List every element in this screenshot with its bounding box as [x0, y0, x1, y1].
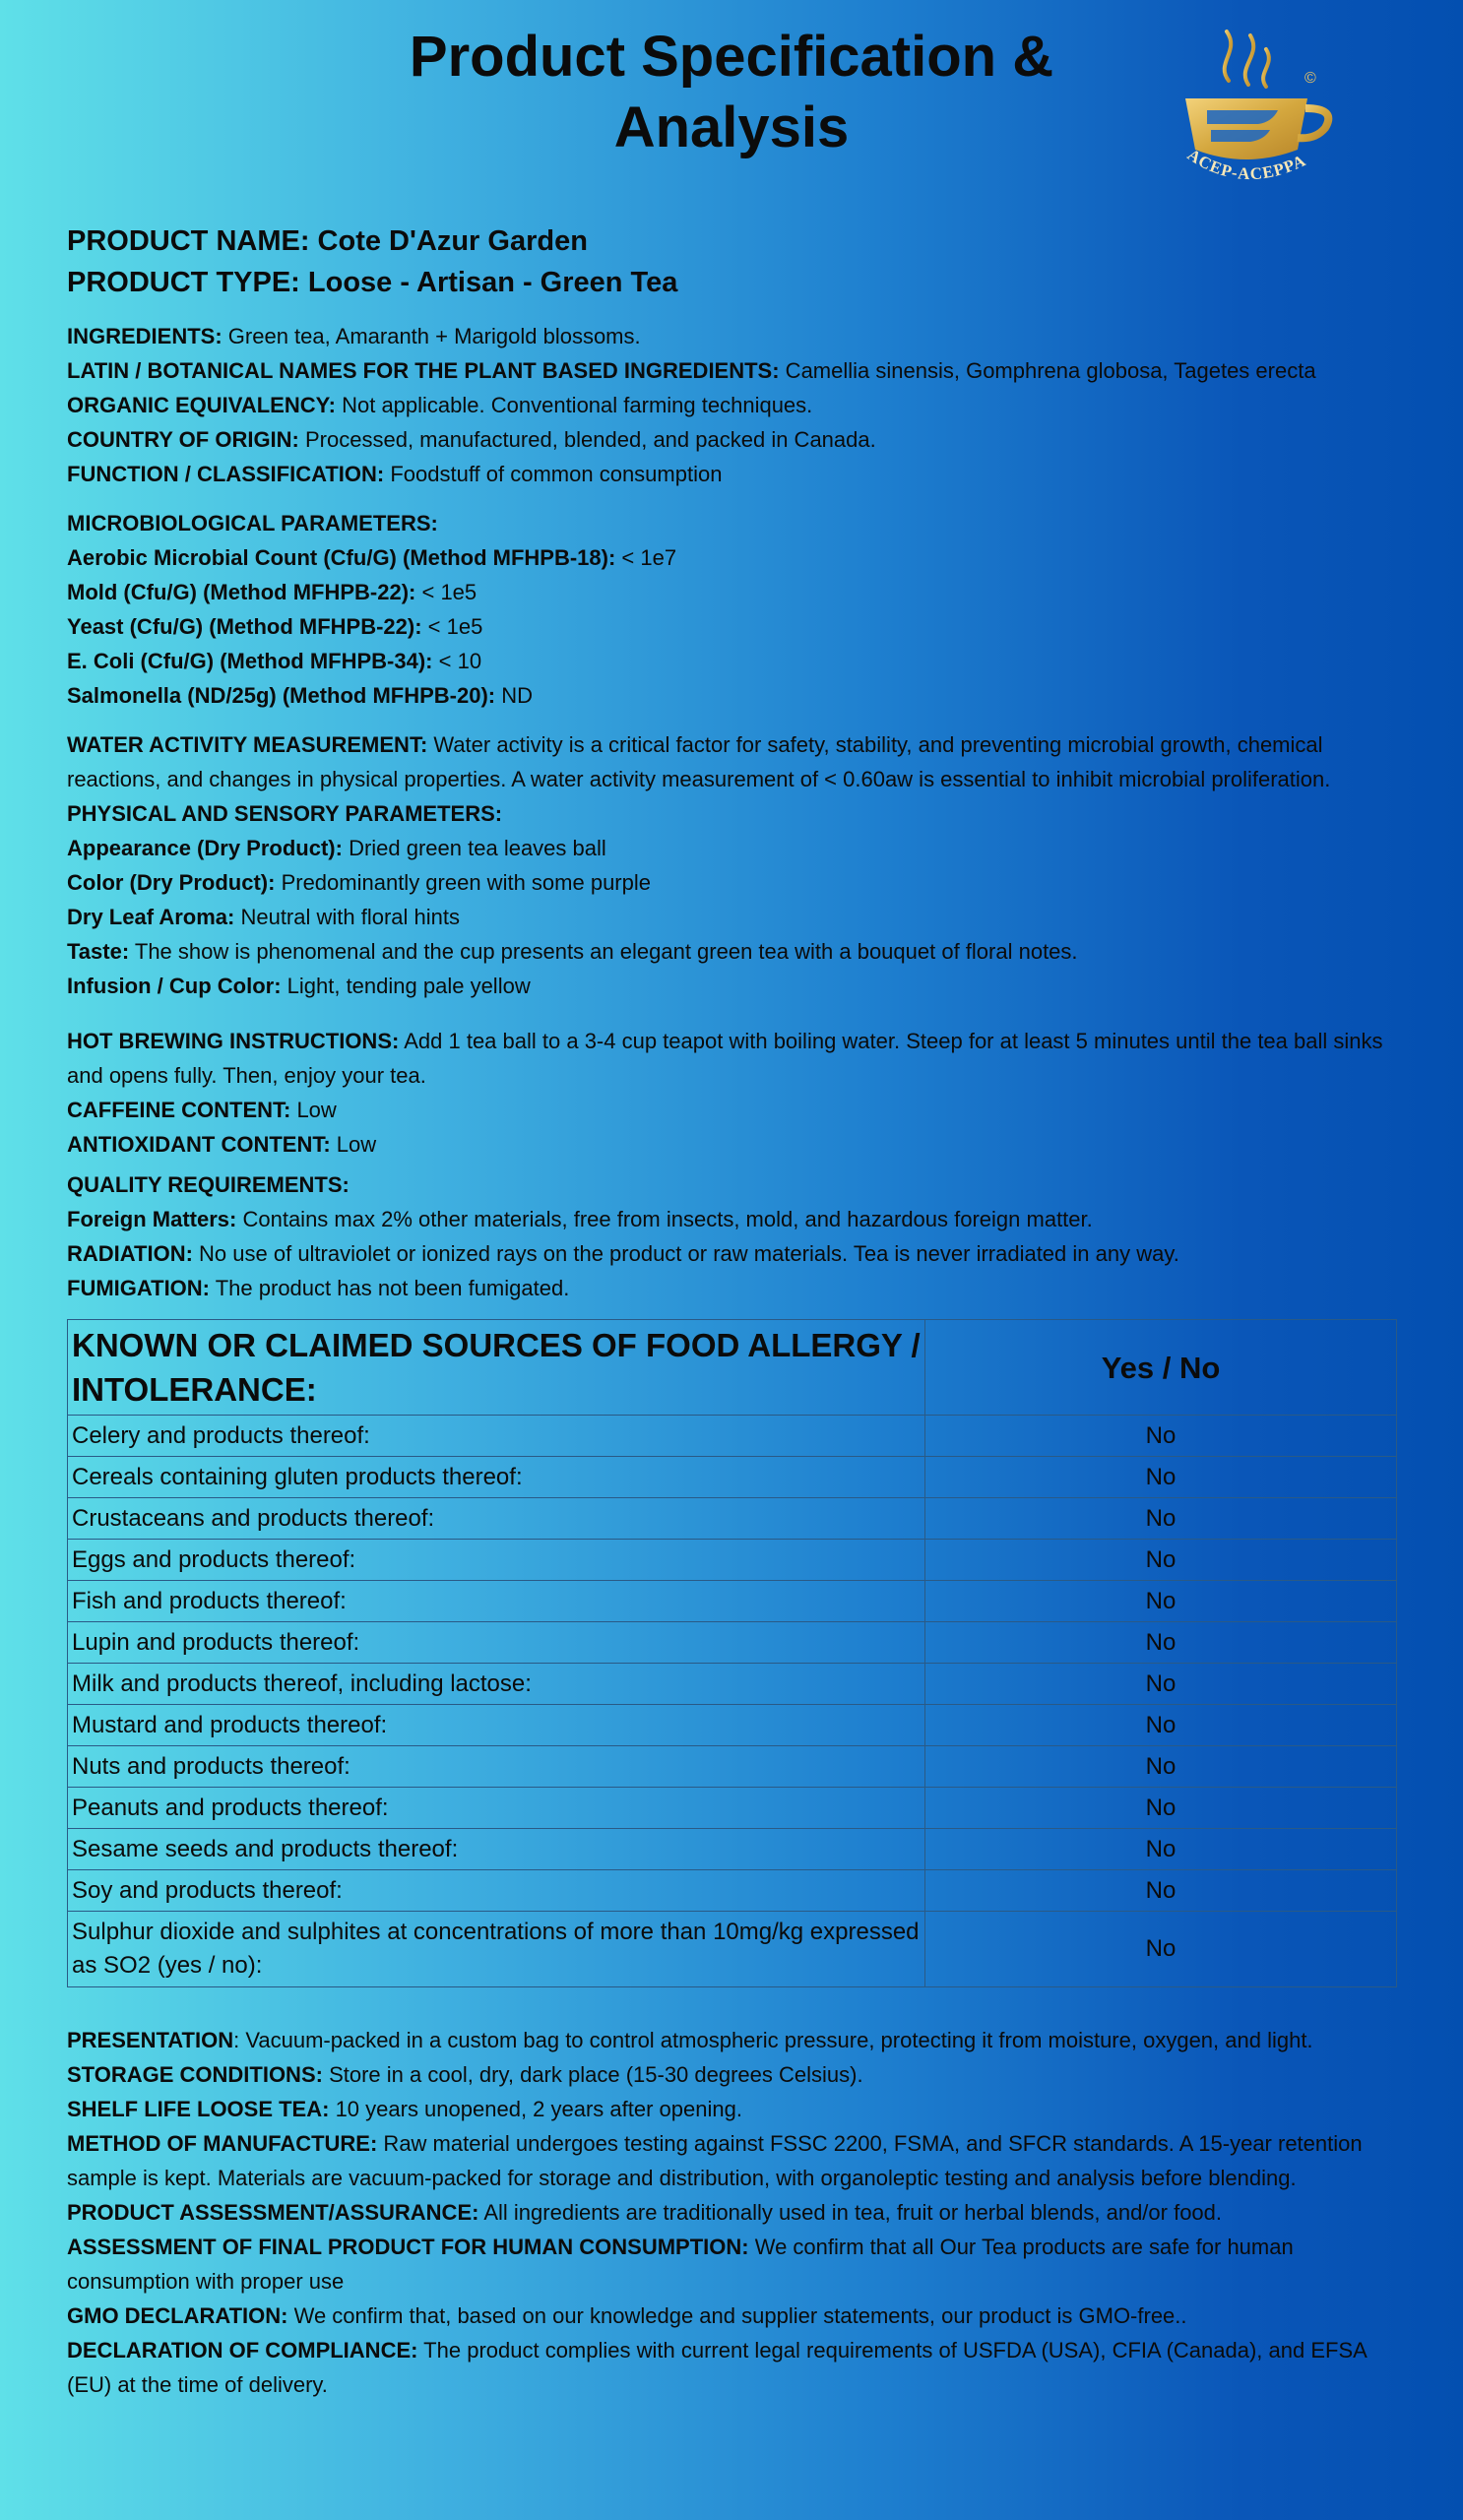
micro-item: Mold (Cfu/G) (Method MFHPB-22): < 1e5: [67, 580, 477, 604]
micro-item: Salmonella (ND/25g) (Method MFHPB-20): ND: [67, 683, 534, 708]
yes-no-column-header: Yes / No: [925, 1320, 1397, 1416]
antioxidant-content: ANTIOXIDANT CONTENT: Low: [67, 1132, 377, 1157]
gmo-declaration-line: GMO DECLARATION: We confirm that, based on our knowledge and supplier statements, our product is GMO-free..: [67, 2303, 1187, 2328]
allergen-value: No: [925, 1581, 1397, 1622]
botanical-names-line: LATIN / BOTANICAL NAMES FOR THE PLANT BASED INGREDIENTS: Camellia sinensis, Gomphrena globosa, Tagetes erecta: [67, 358, 1316, 383]
shelf-life-line: SHELF LIFE LOOSE TEA: 10 years unopened, 2 years after opening.: [67, 2097, 742, 2121]
allergen-value: No: [925, 1622, 1397, 1664]
allergen-cell: Fish and products thereof:: [68, 1581, 925, 1622]
allergen-value: No: [925, 1788, 1397, 1829]
allergen-cell: Milk and products thereof, including lactose:: [68, 1664, 925, 1705]
classification-line: FUNCTION / CLASSIFICATION: Foodstuff of common consumption: [67, 462, 723, 486]
physical-sensory-parameters: [67, 796, 1396, 1003]
allergen-value: No: [925, 1829, 1397, 1870]
physical-heading: PHYSICAL AND SENSORY PARAMETERS:: [67, 801, 503, 826]
allergen-cell: Sesame seeds and products thereof:: [68, 1829, 925, 1870]
storage-conditions-line: STORAGE CONDITIONS: Store in a cool, dry, dark place (15-30 degrees Celsius).: [67, 2062, 863, 2087]
physical-item: Infusion / Cup Color: Light, tending pale yellow: [67, 974, 531, 998]
ingredients-line: INGREDIENTS: Green tea, Amaranth + Marigold blossoms.: [67, 324, 641, 348]
table-row: [68, 1705, 1397, 1746]
allergen-value: No: [925, 1457, 1397, 1498]
table-row: [68, 1457, 1397, 1498]
allergen-value: No: [925, 1664, 1397, 1705]
table-row: [68, 1581, 1397, 1622]
organic-equivalency-line: ORGANIC EQUIVALENCY: Not applicable. Conventional farming techniques.: [67, 393, 813, 417]
physical-item: Taste: The show is phenomenal and the cup presents an elegant green tea with a bouquet of floral notes.: [67, 939, 1078, 964]
micro-heading: MICROBIOLOGICAL PARAMETERS:: [67, 511, 438, 536]
allergen-value: No: [925, 1912, 1397, 1987]
presentation-line: PRESENTATION: Vacuum-packed in a custom bag to control atmospheric pressure, protecting it from moisture, oxygen, and light.: [67, 2028, 1313, 2052]
allergen-cell: Peanuts and products thereof:: [68, 1788, 925, 1829]
page-title: Product Specification & Analysis: [409, 25, 1054, 159]
quality-requirements: [67, 1167, 1396, 1305]
product-assessment-line: PRODUCT ASSESSMENT/ASSURANCE: All ingredients are traditionally used in tea, fruit or herbal blends, and/or food.: [67, 2200, 1223, 2225]
product-type: PRODUCT TYPE: Loose - Artisan - Green Tea: [67, 267, 678, 298]
product-name: PRODUCT NAME: Cote D'Azur Garden: [67, 225, 588, 257]
allergy-table: [67, 1319, 1397, 1987]
allergen-cell: Celery and products thereof:: [68, 1416, 925, 1457]
logo-wordmark: ACEP-ACEPPA: [1183, 145, 1309, 184]
compliance-declaration-line: DECLARATION OF COMPLIANCE: The product complies with current legal requirements of USFDA (USA), CFIA (Canada), and EFSA (EU) at the time of delivery.: [67, 2338, 1367, 2397]
table-row: [68, 1540, 1397, 1581]
allergen-cell: Sulphur dioxide and sulphites at concentrations of more than 10mg/kg expressed as SO2 (yes / no):: [68, 1912, 925, 1987]
micro-item: Yeast (Cfu/G) (Method MFHPB-22): < 1e5: [67, 614, 483, 639]
table-row: [68, 1870, 1397, 1912]
micro-item: E. Coli (Cfu/G) (Method MFHPB-34): < 10: [67, 649, 482, 673]
table-row: [68, 1416, 1397, 1457]
allergy-column-header: KNOWN OR CLAIMED SOURCES OF FOOD ALLERGY / INTOLERANCE:: [68, 1320, 925, 1416]
allergen-value: No: [925, 1416, 1397, 1457]
caffeine-content: CAFFEINE CONTENT: Low: [67, 1098, 337, 1122]
table-row: [68, 1746, 1397, 1788]
closing-declarations: [67, 2023, 1396, 2402]
micro-item: Aerobic Microbial Count (Cfu/G) (Method MFHPB-18): < 1e7: [67, 545, 677, 570]
general-info: [67, 319, 1396, 491]
quality-item: FUMIGATION: The product has not been fumigated.: [67, 1276, 570, 1300]
brewing-instructions: HOT BREWING INSTRUCTIONS: Add 1 tea ball to a 3-4 cup teapot with boiling water. Steep for at least 5 minutes until the tea ball sinks and opens fully. Then, enjoy your tea.: [67, 1029, 1383, 1088]
allergen-cell: Soy and products thereof:: [68, 1870, 925, 1912]
allergen-cell: Lupin and products thereof:: [68, 1622, 925, 1664]
table-row: [68, 1788, 1397, 1829]
allergen-cell: Nuts and products thereof:: [68, 1746, 925, 1788]
table-row: [68, 1829, 1397, 1870]
allergen-cell: Cereals containing gluten products thereof:: [68, 1457, 925, 1498]
physical-item: Dry Leaf Aroma: Neutral with floral hints: [67, 905, 460, 929]
physical-item: Color (Dry Product): Predominantly green with some purple: [67, 870, 651, 895]
steam-icon: [1225, 32, 1269, 87]
teacup-logo: [1168, 22, 1345, 194]
method-of-manufacture-line: METHOD OF MANUFACTURE: Raw material undergoes testing against FSSC 2200, FSMA, and SFCR standards. A 15-year retention sample is kept. Materials are vacuum-packed for storage and distribution, with organoleptic testing and analysis before blending.: [67, 2131, 1363, 2190]
country-of-origin-line: COUNTRY OF ORIGIN: Processed, manufactured, blended, and packed in Canada.: [67, 427, 876, 452]
table-row: [68, 1664, 1397, 1705]
allergen-value: No: [925, 1498, 1397, 1540]
quality-item: RADIATION: No use of ultraviolet or ionized rays on the product or raw materials. Tea is never irradiated in any way.: [67, 1241, 1179, 1266]
table-row: [68, 1912, 1397, 1987]
allergen-cell: Eggs and products thereof:: [68, 1540, 925, 1581]
spec-content: [67, 220, 1396, 2402]
table-row: [68, 1622, 1397, 1664]
allergen-value: No: [925, 1870, 1397, 1912]
table-header-row: [68, 1320, 1397, 1416]
cup-icon: [1185, 98, 1328, 159]
allergen-value: No: [925, 1705, 1397, 1746]
quality-item: Foreign Matters: Contains max 2% other materials, free from insects, mold, and hazardous foreign matter.: [67, 1207, 1093, 1231]
allergen-cell: Crustaceans and products thereof:: [68, 1498, 925, 1540]
allergen-cell: Mustard and products thereof:: [68, 1705, 925, 1746]
human-consumption-line: ASSESSMENT OF FINAL PRODUCT FOR HUMAN CONSUMPTION: We confirm that all Our Tea products are safe for human consumption with proper use: [67, 2235, 1294, 2294]
microbiological-parameters: [67, 506, 1396, 713]
allergen-value: No: [925, 1540, 1397, 1581]
copyright-mark: ©: [1304, 70, 1316, 87]
allergen-value: No: [925, 1746, 1397, 1788]
physical-item: Appearance (Dry Product): Dried green tea leaves ball: [67, 836, 606, 860]
quality-heading: QUALITY REQUIREMENTS:: [67, 1172, 350, 1197]
water-activity-paragraph: WATER ACTIVITY MEASUREMENT: Water activity is a critical factor for safety, stability, and preventing microbial growth, chemical reactions, and changes in physical properties. A water activity measurement of < 0.60aw is essential to inhibit microbial proliferation.: [67, 732, 1331, 791]
brewing-info: [67, 1024, 1396, 1162]
table-row: [68, 1498, 1397, 1540]
